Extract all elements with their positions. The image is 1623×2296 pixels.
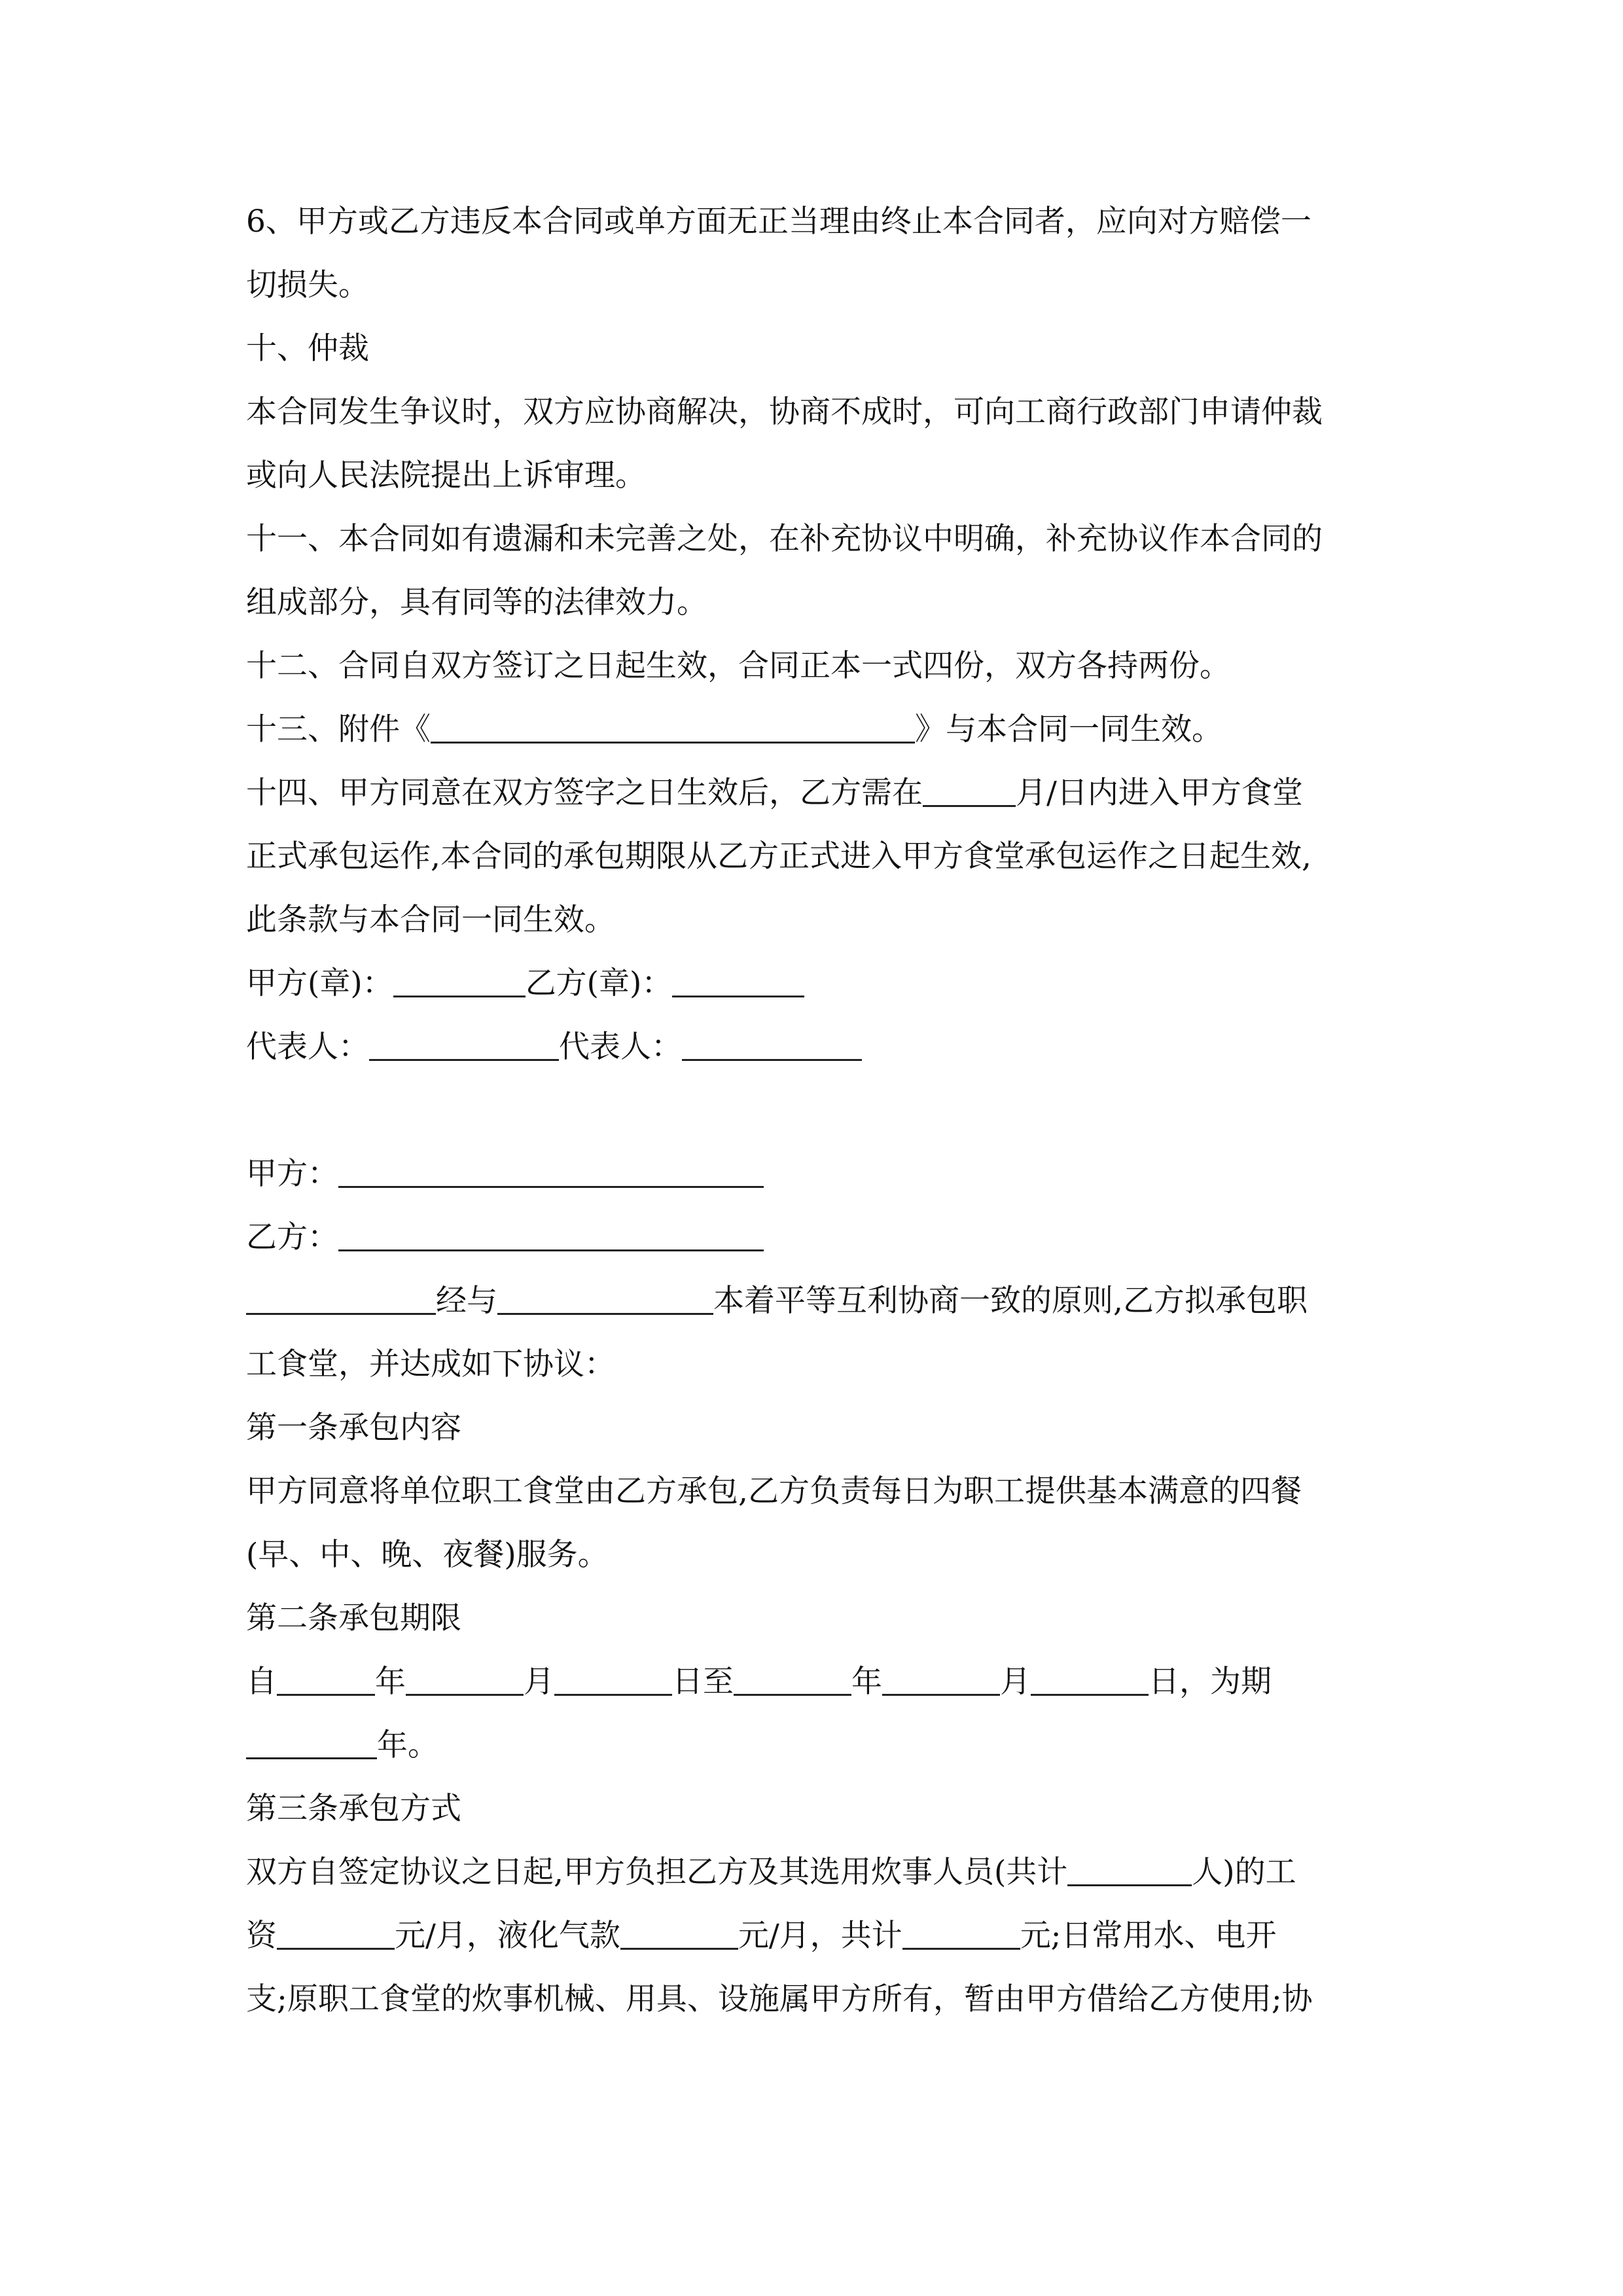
party-a-seal-blank[interactable]: [393, 967, 526, 997]
preamble-line-2: [246, 1333, 1385, 1396]
party-b-line: [246, 1206, 1385, 1269]
staff-count-blank[interactable]: [1067, 1856, 1192, 1886]
wage-blank[interactable]: [277, 1919, 395, 1950]
spacer: [246, 1079, 1385, 1142]
text: 日至: [672, 1664, 734, 1700]
end-month-blank[interactable]: [882, 1665, 1000, 1696]
attachment-blank[interactable]: [431, 713, 915, 744]
text: 元;日常用水、电开: [1020, 1918, 1277, 1954]
arbitration-line-1: [246, 380, 1385, 444]
party-blank-1[interactable]: [246, 1284, 436, 1315]
text: 年: [375, 1664, 406, 1700]
party-b-name-blank[interactable]: [338, 1221, 764, 1251]
party-a-name-blank[interactable]: [338, 1157, 764, 1188]
text: 元/月，共计: [738, 1918, 902, 1954]
text: 月/日内进入甲方食堂: [1016, 775, 1303, 811]
text: 年。: [377, 1727, 438, 1763]
clause-14-line-1: [246, 761, 1385, 825]
text: 十一、本合同如有遗漏和未完善之处，在补充协议中明确，补充协议作本合同的: [246, 521, 1323, 557]
text: 乙方：: [246, 1219, 338, 1255]
preamble-line-1: [246, 1269, 1385, 1333]
text: 甲方(章)：: [246, 965, 393, 1001]
start-month-blank[interactable]: [406, 1665, 524, 1696]
arbitration-line-2: [246, 444, 1385, 507]
text: 甲方同意将单位职工食堂由乙方承包,乙方负责每日为职工提供基本满意的四餐: [246, 1473, 1302, 1509]
text: 双方自签定协议之日起,甲方负担乙方及其选用炊事人员(共计: [246, 1854, 1068, 1890]
text: 十四、甲方同意在双方签字之日生效后，乙方需在: [246, 775, 923, 811]
text: 人)的工: [1192, 1854, 1296, 1890]
text: 日，为期: [1149, 1664, 1272, 1700]
seal-line: [246, 952, 1385, 1015]
text: 十三、附件《: [246, 711, 431, 747]
clause-11-line-1: [246, 507, 1385, 571]
text: 第一条承包内容: [246, 1410, 461, 1446]
text: 此条款与本合同一同生效。: [246, 902, 615, 938]
text: 元/月，液化气款: [395, 1918, 620, 1954]
article-3-line-2: [246, 1904, 1385, 1967]
start-year-blank[interactable]: [277, 1665, 375, 1696]
heading-arbitration: [246, 317, 1385, 380]
clause-11-line-2: [246, 571, 1385, 634]
article-3-line-3: [246, 1967, 1385, 2031]
gas-fee-blank[interactable]: [620, 1919, 738, 1950]
total-blank[interactable]: [902, 1919, 1020, 1950]
party-blank-2[interactable]: [497, 1284, 713, 1315]
article-3-heading: [246, 1777, 1385, 1840]
party-a-rep-blank[interactable]: [369, 1030, 559, 1061]
clause-6-line-1: [246, 190, 1385, 253]
clause-13: [246, 698, 1385, 761]
text: 代表人：: [246, 1029, 369, 1065]
text: 组成部分，具有同等的法律效力。: [246, 584, 707, 620]
text: (早、中、晚、夜餐)服务。: [246, 1537, 609, 1573]
text: 十二、合同自双方签订之日起生效，合同正本一式四份，双方各持两份。: [246, 648, 1230, 684]
article-1-line-2: [246, 1523, 1385, 1587]
text: 支;原职工食堂的炊事机械、用具、设施属甲方所有，暂由甲方借给乙方使用;协: [246, 1981, 1313, 2017]
text: 6、甲方或乙方违反本合同或单方面无正当理由终止本合同者，应向对方赔偿一: [246, 204, 1311, 240]
text: 第三条承包方式: [246, 1791, 461, 1827]
text: 工食堂，并达成如下协议：: [246, 1346, 615, 1382]
article-3-line-1: [246, 1840, 1385, 1904]
text: 自: [246, 1664, 277, 1700]
representative-line: [246, 1015, 1385, 1079]
term-years-blank[interactable]: [246, 1729, 377, 1759]
text: 本着平等互利协商一致的原则,乙方拟承包职: [713, 1283, 1308, 1319]
text: 年: [851, 1664, 882, 1700]
party-b-seal-blank[interactable]: [672, 967, 804, 997]
clause-14-line-2: [246, 825, 1385, 888]
start-day-blank[interactable]: [554, 1665, 672, 1696]
text: 乙方(章)：: [525, 965, 673, 1001]
article-1-line-1: [246, 1460, 1385, 1523]
clause-12: [246, 634, 1385, 698]
article-2-heading: [246, 1587, 1385, 1650]
article-2-line-1: [246, 1650, 1385, 1713]
article-1-heading: [246, 1396, 1385, 1460]
clause-14-line-3: [246, 888, 1385, 952]
text: 月: [1000, 1664, 1031, 1700]
contract-page: [246, 190, 1385, 2031]
end-day-blank[interactable]: [1031, 1665, 1149, 1696]
party-b-rep-blank[interactable]: [682, 1030, 862, 1061]
text: 月: [524, 1664, 554, 1700]
text: 资: [246, 1918, 277, 1954]
article-2-line-2: [246, 1713, 1385, 1777]
text: 》与本合同一同生效。: [915, 711, 1222, 747]
party-a-line: [246, 1142, 1385, 1206]
days-blank[interactable]: [923, 776, 1016, 807]
text: 代表人：: [559, 1029, 682, 1065]
text: 本合同发生争议时，双方应协商解决，协商不成时，可向工商行政部门申请仲裁: [246, 394, 1323, 430]
text: 甲方：: [246, 1156, 338, 1192]
clause-6-line-2: [246, 253, 1385, 317]
text: 经与: [436, 1283, 497, 1319]
text: 切损失。: [246, 267, 369, 303]
text: 正式承包运作,本合同的承包期限从乙方正式进入甲方食堂承包运作之日起生效,: [246, 838, 1311, 874]
text: 十、仲裁: [246, 331, 369, 367]
end-year-blank[interactable]: [734, 1665, 851, 1696]
text: 或向人民法院提出上诉审理。: [246, 457, 646, 493]
text: 第二条承包期限: [246, 1600, 461, 1636]
